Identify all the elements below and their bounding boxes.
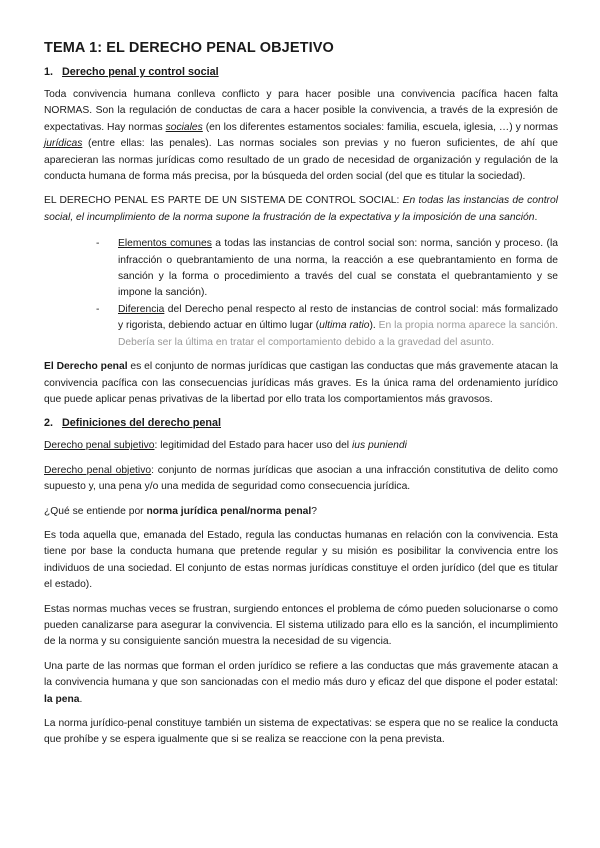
text-run: Elementos comunes — [118, 238, 212, 250]
section-title: Derecho penal y control social — [62, 66, 219, 78]
text-run: sociales — [165, 121, 203, 133]
text-run: . — [534, 211, 538, 223]
text-run: ius puniendi — [351, 440, 407, 452]
text-run: El Derecho penal — [44, 361, 128, 373]
text-run: del Derecho penal respecto al resto de instancias de control social: más formalizado y rigorista, debiendo actuar en último lugar ( — [118, 303, 558, 332]
bullet-list — [44, 236, 558, 351]
paragraph-expectativas: La norma jurídico-penal constituye también un sistema de expectativas: se espera que no se realice la conducta que prohíbe y se espera igualmente que si se realiza se reaccione con la pena prevista. — [44, 718, 558, 746]
section-heading-1 — [44, 66, 558, 78]
text-run: Derecho penal subjetivo — [44, 440, 155, 452]
text-run: Derecho penal objetivo — [44, 464, 152, 476]
section-number: 2. — [44, 417, 54, 430]
section-number: 1. — [44, 66, 54, 78]
text-run: EL DERECHO PENAL ES PARTE DE UN SISTEMA DE CONTROL SOCIAL: — [44, 195, 403, 207]
paragraph-derecho-penal — [44, 359, 558, 408]
text-run: ¿Qué se entiende por — [44, 505, 147, 517]
question — [44, 504, 558, 520]
definition-objetivo — [44, 463, 558, 496]
text-run: . — [79, 693, 83, 705]
document-page — [44, 40, 558, 757]
paragraph-control-social — [44, 193, 558, 226]
paragraph-normas — [44, 87, 558, 185]
text-run: En la propia norma aparece la sanción. Debería ser la última en tratar el comportamiento debido a la gravedad del asunto. — [118, 320, 558, 348]
text-run: ). — [369, 320, 379, 332]
section-heading-2 — [44, 417, 558, 429]
paragraph-pena — [44, 659, 558, 708]
text-run: : conjunto de normas jurídicas que asocian a una infracción constitutiva de delito como supuesto y, una pena y/o una medida de seguridad como consecuencia jurídica. — [44, 464, 559, 493]
text-run: a todas las instancias de control social son: norma, sanción y proceso. (la infracción o quebrantamiento de una norma, la reacción a ese quebrantamiento en forma de sanción y la forma o procedimiento a través del cual se constata el quebrantamiento y se impone la sanción). — [118, 238, 558, 299]
document-title: TEMA 1: EL DERECHO PENAL OBJETIVO — [44, 40, 334, 56]
text-run: la pena — [44, 693, 80, 705]
text-run: (entre ellas: las penales). Las normas sociales son previas y no fueron suficientes, de ahí que aparecieran las normas jurídicas como resultado de un grado de necesidad de organización y regulación de la conducta humana de forma más precisa, por la búsqueda del orden social (del que es titular la sociedad). — [44, 138, 558, 183]
text-run: : legitimidad del Estado para hacer uso del — [154, 440, 352, 452]
text-run: En todas las instancias de control social, el incumplimiento de la norma supone la frustración de la expectativa y la imposición de una sanción — [44, 195, 558, 223]
list-item — [96, 236, 558, 302]
definition-subjetivo — [44, 438, 558, 454]
list-item — [96, 302, 558, 351]
text-run: es el conjunto de normas jurídicas que castigan las conductas que más gravemente atacan la convivencia pacífica con las consecuencias jurídicas más graves. Es la única rama del ordenamiento jurídico que puede aplicar penas privativas de la libertad por ello trata los comportamientos más gravosos. — [44, 361, 559, 405]
paragraph-norma-penal: Es toda aquella que, emanada del Estado, regula las conductas humanas en relación con la convivencia. Esta tiene por base la conducta humana que pretende regular y su misión es posibilitar la convivencia entre los individuos de una sociedad. El conjunto de estas normas jurídicas constituye el orden jurídico (del que es titular el estado). — [44, 529, 558, 591]
text-run: Diferencia — [118, 303, 165, 315]
text-run: ultima ratio — [319, 320, 370, 332]
text-run: norma jurídica penal/norma penal — [146, 505, 312, 517]
section-title: Definiciones del derecho penal — [62, 417, 221, 430]
paragraph-frustracion: Estas normas muchas veces se frustran, surgiendo entonces el problema de cómo pueden solucionarse o como pueden canalizarse para asegurar la convivencia. El sistema utilizado para ello es la sanción, el incumplimiento de la norma y su consiguiente sanción muestra la necesidad de su vigencia. — [44, 603, 558, 648]
text-run: Toda convivencia humana conlleva conflicto y para hacer posible una convivencia pacífica hacen falta NORMAS. Son la regulación de conductas de cara a hacer posible la convivencia, a través de la expresión de expectativas. Hay normas — [44, 89, 558, 133]
text-run: ? — [311, 505, 317, 517]
text-run: Una parte de las normas que forman el orden jurídico se refiere a las conductas que más gravemente atacan a la convivencia humana y que son sancionadas con el medio más duro y eficaz del que dispone el poder estatal: — [44, 660, 558, 689]
text-run: (en los diferentes estamentos sociales: familia, escuela, iglesia, …) y normas — [202, 121, 558, 133]
text-run: jurídicas — [44, 138, 83, 150]
